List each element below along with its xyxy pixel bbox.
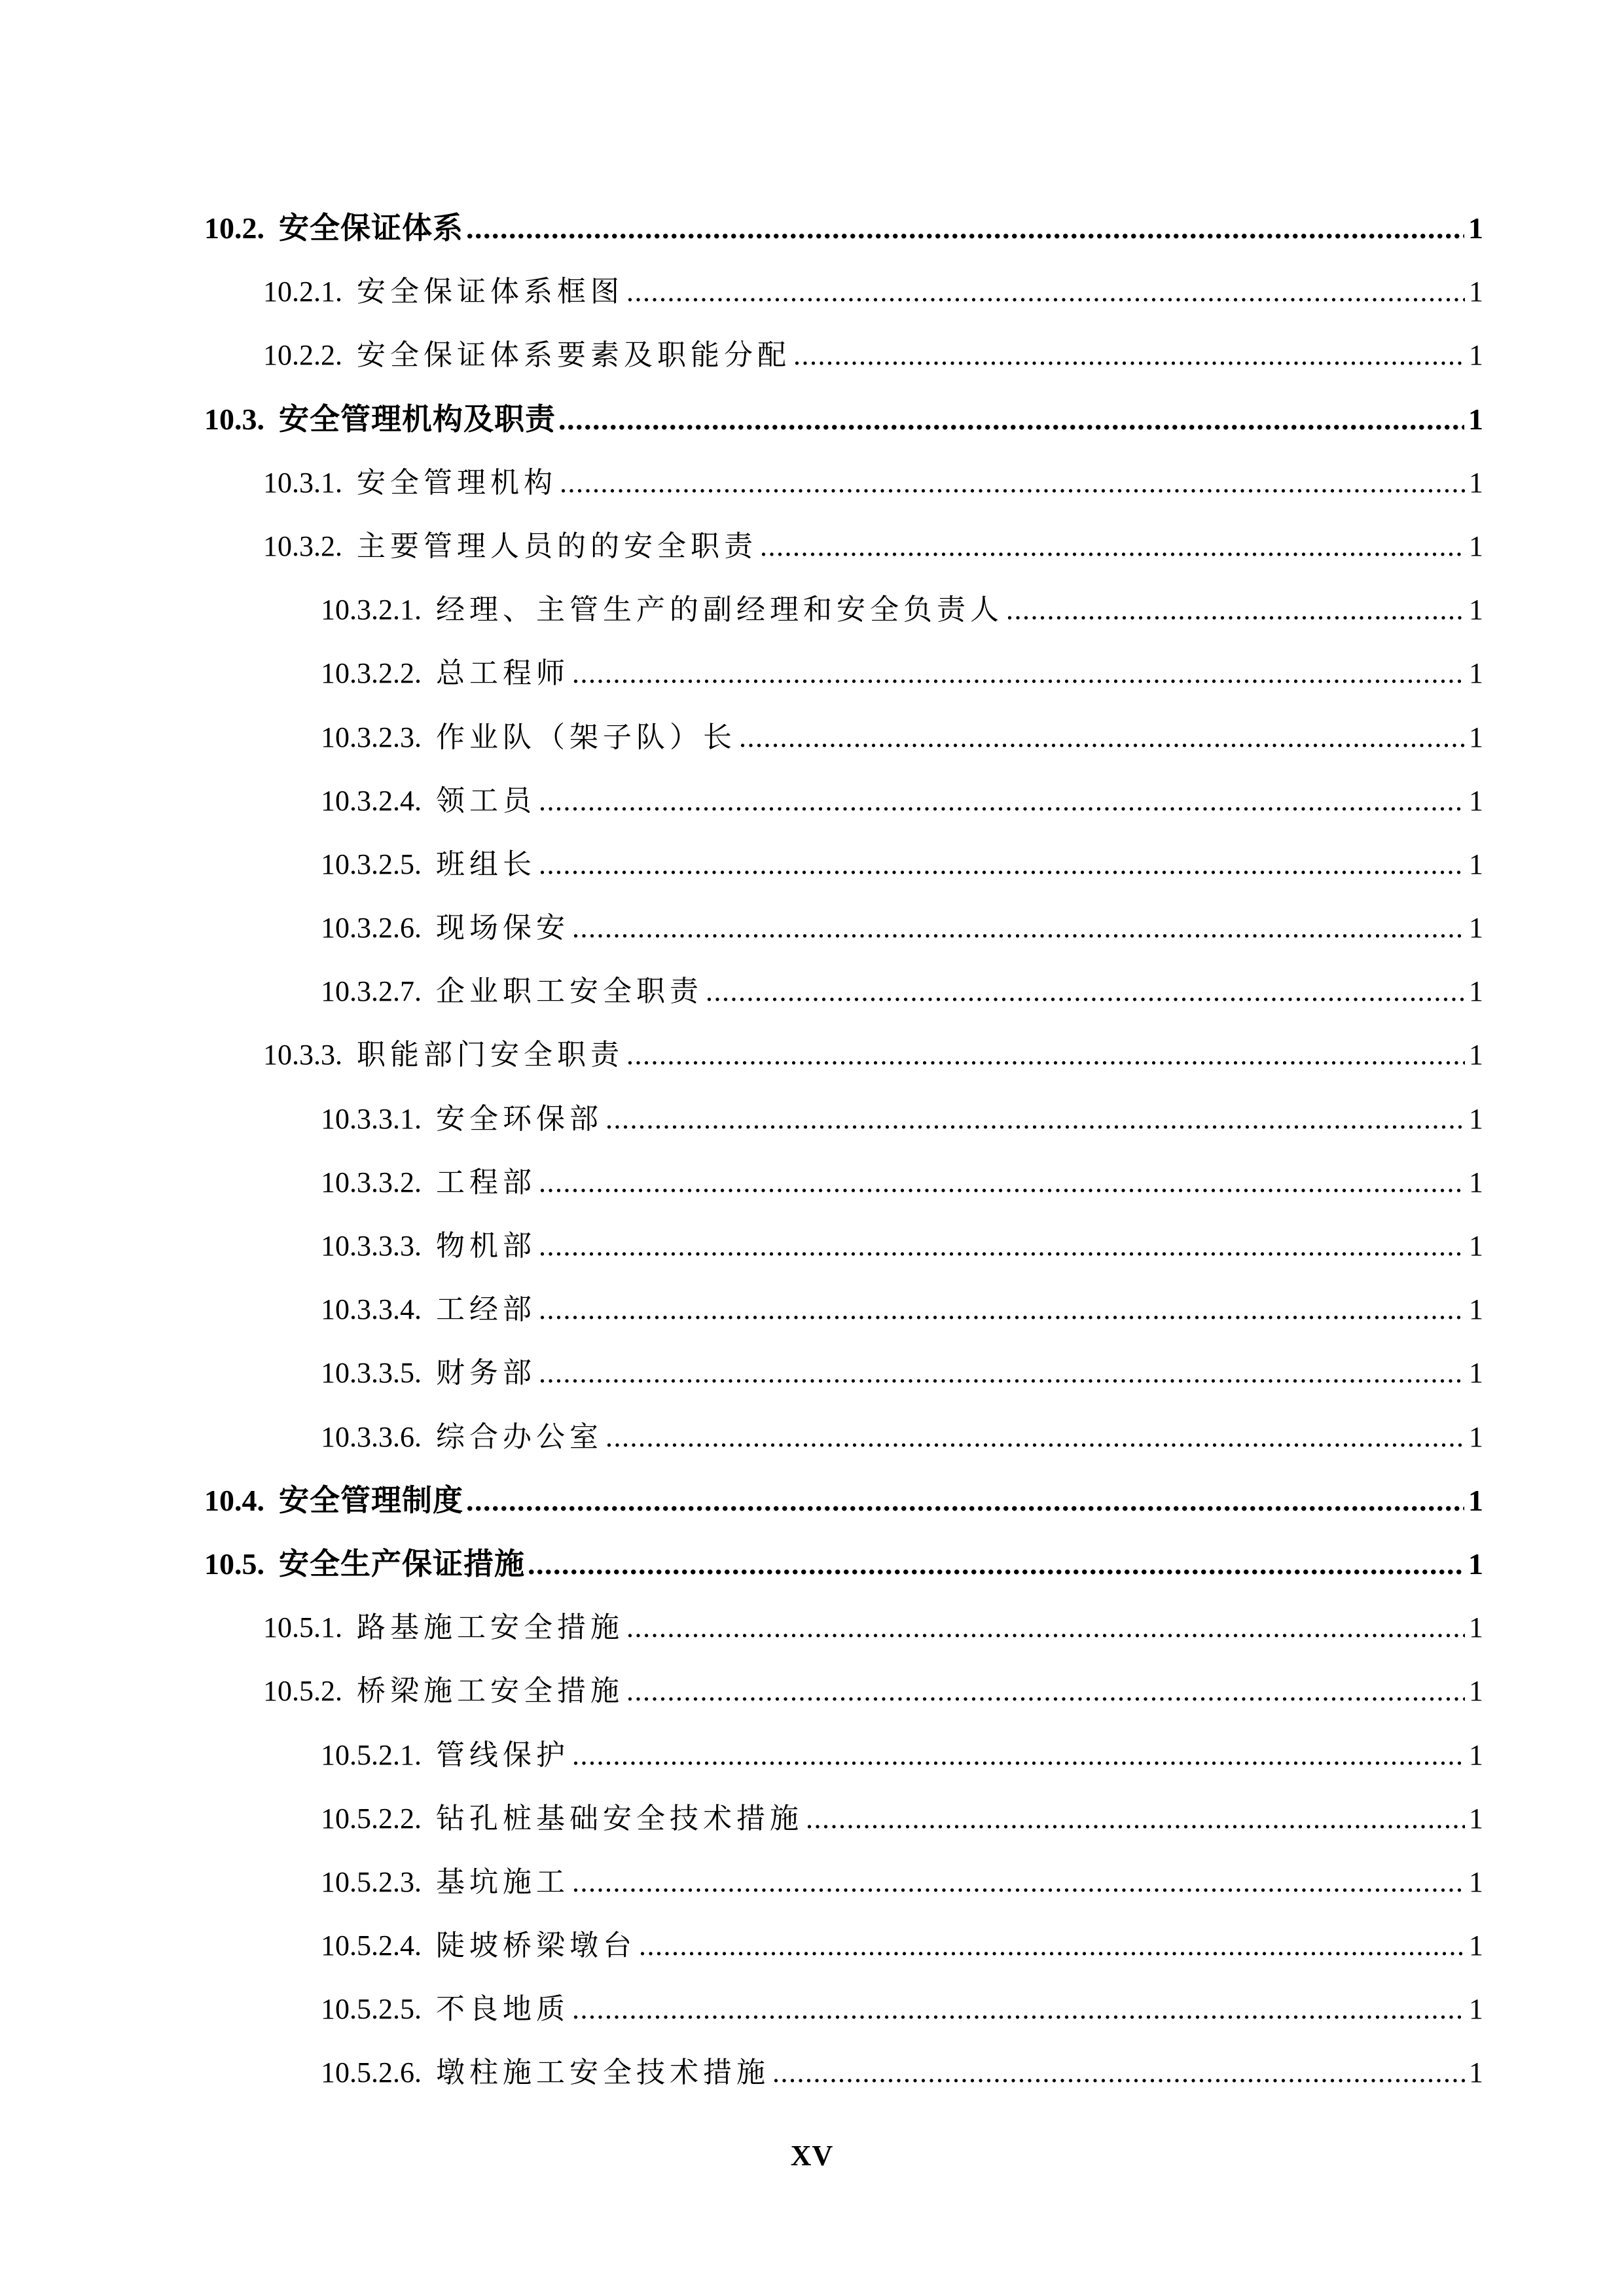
toc-entry-page: 1 bbox=[1469, 1865, 1483, 1898]
toc-entry-title: 物机部 bbox=[436, 1230, 536, 1262]
toc-entry-title: 综合办公室 bbox=[436, 1420, 603, 1453]
toc-entry-page: 1 bbox=[1469, 1357, 1483, 1390]
toc-entry-page: 1 bbox=[1469, 1420, 1483, 1453]
toc-entry-title: 安全保证体系要素及职能分配 bbox=[357, 339, 791, 372]
toc-entry-page: 1 bbox=[1469, 1738, 1483, 1771]
toc-entry-page: 1 bbox=[1469, 784, 1483, 817]
toc-entry-number: 10.5.2. bbox=[263, 1675, 342, 1708]
toc-entry-number: 10.5.2.2. bbox=[321, 1802, 422, 1835]
dot-leader bbox=[639, 1914, 1465, 1977]
toc-entry[interactable] bbox=[204, 960, 1483, 1023]
toc-entry-page: 1 bbox=[1469, 1230, 1483, 1262]
toc-entry[interactable] bbox=[204, 1214, 1483, 1278]
dot-leader bbox=[466, 196, 1464, 260]
dot-leader bbox=[572, 1723, 1465, 1787]
dot-leader bbox=[793, 323, 1465, 387]
dot-leader bbox=[605, 1405, 1465, 1469]
toc-entry-title: 工经部 bbox=[436, 1293, 536, 1326]
dot-leader bbox=[772, 2041, 1465, 2104]
toc-entry[interactable] bbox=[204, 1596, 1483, 1659]
toc-entry[interactable] bbox=[204, 706, 1483, 769]
dot-leader bbox=[539, 1278, 1465, 1341]
toc-entry-number: 10.3.2.2. bbox=[321, 657, 422, 690]
toc-entry-page: 1 bbox=[1469, 466, 1483, 499]
toc-entry-page: 1 bbox=[1469, 1993, 1483, 2026]
dot-leader bbox=[466, 1469, 1464, 1532]
toc-entry-number: 10.3.3.5. bbox=[321, 1357, 422, 1390]
toc-entry-number: 10.3.2. bbox=[263, 529, 342, 562]
dot-leader bbox=[539, 1341, 1465, 1405]
toc-entry-number: 10.3.3.3. bbox=[321, 1230, 422, 1262]
toc-entry-number: 10.3.3.2. bbox=[321, 1166, 422, 1198]
dot-leader bbox=[572, 1850, 1465, 1914]
toc-entry-number: 10.3.2.3. bbox=[321, 721, 422, 753]
toc-entry-title: 不良地质 bbox=[436, 1993, 569, 2026]
dot-leader bbox=[806, 1787, 1465, 1850]
toc-entry[interactable] bbox=[204, 387, 1483, 451]
toc-entry-title: 陡坡桥梁墩台 bbox=[436, 1929, 636, 1962]
toc-entry[interactable] bbox=[204, 196, 1483, 260]
toc-entry-title: 桥梁施工安全措施 bbox=[357, 1675, 624, 1708]
toc-entry-page: 1 bbox=[1469, 848, 1483, 880]
toc-entry-title: 安全生产保证措施 bbox=[279, 1547, 525, 1581]
toc-entry-title: 主要管理人员的的安全职责 bbox=[357, 529, 757, 562]
toc-entry-title: 安全管理机构 bbox=[357, 466, 557, 499]
toc-entry-page: 1 bbox=[1469, 1802, 1483, 1835]
toc-entry[interactable] bbox=[204, 1532, 1483, 1596]
toc-entry-page: 1 bbox=[1469, 1611, 1483, 1644]
dot-leader bbox=[572, 1977, 1465, 2041]
toc-entry-title: 作业队（架子队）长 bbox=[436, 721, 736, 753]
toc-entry-title: 领工员 bbox=[436, 784, 536, 817]
dot-leader bbox=[626, 1659, 1465, 1723]
toc-entry-title: 钻孔桩基础安全技术措施 bbox=[436, 1802, 803, 1835]
toc-entry[interactable] bbox=[204, 1023, 1483, 1086]
toc-entry[interactable] bbox=[204, 451, 1483, 514]
toc-entry[interactable] bbox=[204, 2041, 1483, 2104]
dot-leader bbox=[572, 896, 1465, 960]
toc-entry-page: 1 bbox=[1469, 657, 1483, 690]
toc-entry-number: 10.5.2.3. bbox=[321, 1865, 422, 1898]
toc-entry-page: 1 bbox=[1469, 2056, 1483, 2089]
toc-entry-page: 1 bbox=[1469, 529, 1483, 562]
toc-entry-title: 职能部门安全职责 bbox=[357, 1039, 624, 1071]
toc-entry[interactable] bbox=[204, 1341, 1483, 1405]
dot-leader bbox=[760, 514, 1465, 578]
toc-entry[interactable] bbox=[204, 1723, 1483, 1787]
toc-entry-title: 财务部 bbox=[436, 1357, 536, 1390]
toc-entry-title: 安全管理机构及职责 bbox=[279, 402, 556, 436]
dot-leader bbox=[539, 1151, 1465, 1214]
toc-entry-title: 经理、主管生产的副经理和安全负责人 bbox=[436, 594, 1003, 626]
toc-entry-number: 10.5.2.6. bbox=[321, 2056, 422, 2089]
dot-leader bbox=[1006, 578, 1465, 641]
toc-entry-number: 10.3.2.7. bbox=[321, 975, 422, 1008]
toc-entry[interactable] bbox=[204, 1405, 1483, 1469]
toc-entry[interactable] bbox=[204, 896, 1483, 960]
toc-entry-title: 路基施工安全措施 bbox=[357, 1611, 624, 1644]
dot-leader bbox=[539, 1214, 1465, 1278]
toc-entry-page: 1 bbox=[1469, 1293, 1483, 1326]
toc-entry-page: 1 bbox=[1469, 276, 1483, 308]
dot-leader bbox=[605, 1087, 1465, 1151]
toc-entry[interactable] bbox=[204, 1914, 1483, 1977]
toc-entry-page: 1 bbox=[1468, 1483, 1483, 1517]
toc-entry[interactable] bbox=[204, 769, 1483, 833]
toc-entry-number: 10.5.2.5. bbox=[321, 1993, 422, 2026]
toc-entry[interactable] bbox=[204, 514, 1483, 578]
toc-entry-number: 10.3.3.1. bbox=[321, 1102, 422, 1135]
toc-entry-title: 班组长 bbox=[436, 848, 536, 880]
toc-entry-page: 1 bbox=[1469, 721, 1483, 753]
table-of-contents bbox=[204, 196, 1483, 2105]
toc-entry-page: 1 bbox=[1469, 975, 1483, 1008]
toc-entry-number: 10.3.3. bbox=[263, 1039, 342, 1071]
toc-entry-number: 10.3.2.5. bbox=[321, 848, 422, 880]
dot-leader bbox=[739, 706, 1465, 769]
toc-entry-title: 工程部 bbox=[436, 1166, 536, 1198]
toc-entry[interactable] bbox=[204, 1087, 1483, 1151]
toc-entry[interactable] bbox=[204, 1659, 1483, 1723]
toc-entry[interactable] bbox=[204, 1850, 1483, 1914]
toc-entry-title: 总工程师 bbox=[436, 657, 569, 690]
dot-leader bbox=[626, 1023, 1465, 1086]
toc-entry[interactable] bbox=[204, 1469, 1483, 1532]
toc-entry[interactable] bbox=[204, 833, 1483, 896]
toc-entry-page: 1 bbox=[1469, 339, 1483, 372]
toc-entry[interactable] bbox=[204, 578, 1483, 641]
page-footer-number: XV bbox=[790, 2140, 834, 2172]
toc-entry-number: 10.3.3.4. bbox=[321, 1293, 422, 1326]
dot-leader bbox=[572, 641, 1465, 705]
toc-entry-title: 企业职工安全职责 bbox=[436, 975, 703, 1008]
toc-entry-number: 10.3.1. bbox=[263, 466, 342, 499]
toc-entry-title: 基坑施工 bbox=[436, 1865, 569, 1898]
toc-entry-number: 10.3.3.6. bbox=[321, 1420, 422, 1453]
toc-entry-title: 现场保安 bbox=[436, 912, 569, 944]
dot-leader bbox=[558, 387, 1464, 451]
toc-entry-title: 安全管理制度 bbox=[279, 1483, 463, 1517]
dot-leader bbox=[560, 451, 1465, 514]
toc-entry[interactable] bbox=[204, 323, 1483, 387]
dot-leader bbox=[626, 1596, 1465, 1659]
toc-entry-title: 墩柱施工安全技术措施 bbox=[436, 2056, 770, 2089]
toc-entry-number: 10.5.1. bbox=[263, 1611, 342, 1644]
toc-entry-page: 1 bbox=[1469, 912, 1483, 944]
dot-leader bbox=[528, 1532, 1464, 1596]
toc-entry-page: 1 bbox=[1469, 594, 1483, 626]
toc-entry-number: 10.4. bbox=[204, 1483, 264, 1517]
toc-entry-number: 10.5.2.4. bbox=[321, 1929, 422, 1962]
toc-entry-number: 10.3. bbox=[204, 402, 264, 436]
toc-entry-page: 1 bbox=[1469, 1102, 1483, 1135]
toc-entry[interactable] bbox=[204, 1278, 1483, 1341]
toc-entry-number: 10.2.1. bbox=[263, 276, 342, 308]
toc-entry-number: 10.3.2.4. bbox=[321, 784, 422, 817]
dot-leader bbox=[539, 833, 1465, 896]
toc-entry-title: 安全环保部 bbox=[436, 1102, 603, 1135]
toc-entry-number: 10.2. bbox=[204, 211, 264, 245]
toc-entry-number: 10.3.2.6. bbox=[321, 912, 422, 944]
dot-leader bbox=[706, 960, 1465, 1023]
toc-entry[interactable] bbox=[204, 641, 1483, 705]
toc-entry[interactable] bbox=[204, 1787, 1483, 1850]
toc-entry-title: 安全保证体系 bbox=[279, 211, 463, 245]
dot-leader bbox=[539, 769, 1465, 833]
toc-entry-title: 安全保证体系框图 bbox=[357, 276, 624, 308]
toc-entry-page: 1 bbox=[1469, 1675, 1483, 1708]
toc-entry-title: 管线保护 bbox=[436, 1738, 569, 1771]
toc-entry-page: 1 bbox=[1468, 1547, 1483, 1581]
toc-entry-page: 1 bbox=[1469, 1929, 1483, 1962]
toc-entry-page: 1 bbox=[1469, 1166, 1483, 1198]
toc-entry[interactable] bbox=[204, 1977, 1483, 2041]
toc-entry-number: 10.2.2. bbox=[263, 339, 342, 372]
toc-entry-number: 10.3.2.1. bbox=[321, 594, 422, 626]
toc-entry-page: 1 bbox=[1468, 211, 1483, 245]
toc-entry-page: 1 bbox=[1468, 402, 1483, 436]
toc-entry-page: 1 bbox=[1469, 1039, 1483, 1071]
toc-entry[interactable] bbox=[204, 260, 1483, 323]
toc-entry-number: 10.5. bbox=[204, 1547, 264, 1581]
toc-entry-number: 10.5.2.1. bbox=[321, 1738, 422, 1771]
toc-entry[interactable] bbox=[204, 1151, 1483, 1214]
dot-leader bbox=[626, 260, 1465, 323]
